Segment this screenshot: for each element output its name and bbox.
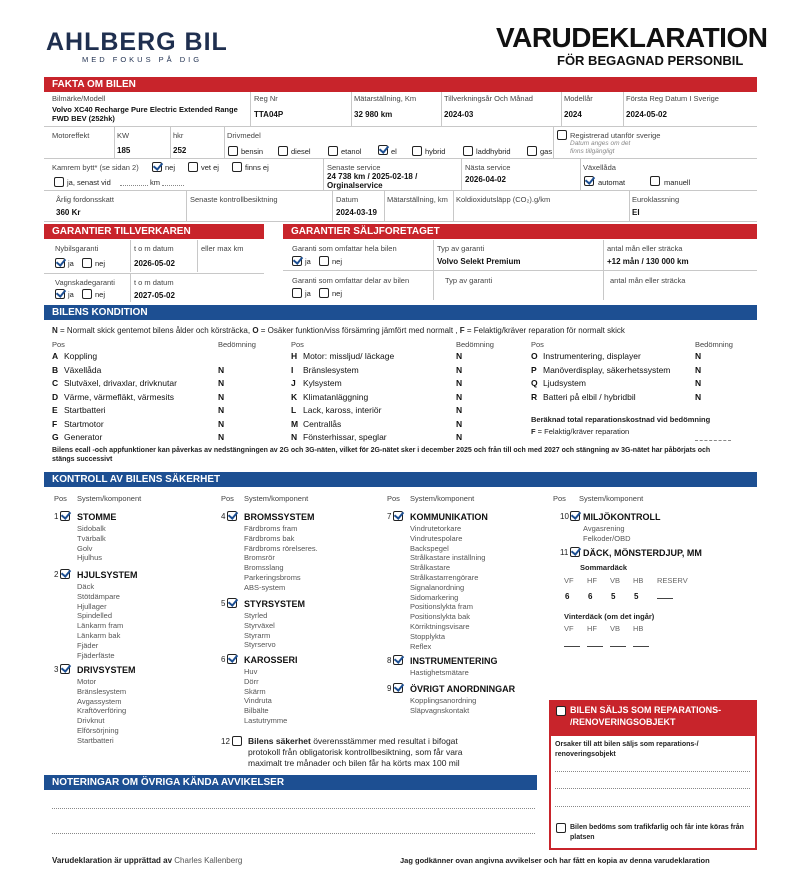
tire-value: 5	[634, 592, 639, 601]
fuel-etanol-checkbox[interactable]	[328, 146, 338, 156]
group-checkbox[interactable]	[570, 547, 580, 557]
inspection-date-label: Datum	[336, 195, 359, 204]
newcar-warranty-label: Nybilsgaranti	[55, 244, 99, 253]
wagon-ja-label: ja	[68, 290, 74, 299]
pos-header: Pos	[52, 340, 65, 349]
tire-blank	[610, 646, 626, 647]
condition-item: Ljudsystem	[543, 378, 586, 388]
condition-item: Startmotor	[64, 418, 104, 429]
newcar-date-value: 2026-05-02	[134, 259, 175, 268]
wagon-tom-label: t o m datum	[134, 278, 174, 287]
footer-agree: Jag godkänner ovan angivna avvikelser och har fått en kopia av denna varudeklaration	[400, 856, 710, 865]
group-number: 2	[54, 570, 59, 579]
part-ja-checkbox[interactable]	[292, 288, 302, 298]
condition-item: Värme, värmefläkt, värmesits	[64, 391, 175, 402]
condition-pos: F	[52, 418, 58, 429]
whole-warranty-label: Garanti som omfattar hela bilen	[292, 244, 397, 253]
system-header: System/komponent	[410, 494, 475, 503]
condition-item: Kylsystem	[303, 378, 342, 388]
modelyear-label: Modellår	[564, 94, 593, 103]
wagon-date-value: 2027-05-02	[134, 291, 175, 300]
group-checkbox[interactable]	[393, 683, 403, 693]
tire-header: HF	[587, 576, 597, 585]
condition-rating: N	[456, 418, 463, 429]
condition-item: Motor: missljud/ läckage	[303, 351, 395, 361]
tire-blank	[587, 646, 603, 647]
condition-pos: Q	[531, 378, 538, 388]
condition-pos: N	[291, 432, 298, 442]
condition-pos: H	[291, 351, 298, 361]
group-name: STYRSYSTEM	[244, 599, 306, 609]
fuel-el-label: el	[391, 147, 397, 156]
group-number: 9	[387, 684, 392, 693]
condition-rating: N	[456, 378, 463, 388]
group-items: Motor Bränslesystem Avgassystem Kraftöverföring Drivknut Elförsörjning Startbatteri	[77, 677, 127, 745]
brand-tagline: MED FOKUS PÅ DIG	[82, 55, 203, 64]
system-header: System/komponent	[244, 494, 309, 503]
euro-label: Euroklassning	[632, 195, 680, 204]
safety-checkbox[interactable]	[232, 736, 242, 746]
condition-item: Fönsterhissar, speglar	[303, 432, 387, 442]
kamrem-finnsej-label: finns ej	[245, 163, 269, 172]
group-items: Huv Dörr Skärm Vindruta Bilbälte Lastutrymme	[244, 667, 288, 725]
nextservice-label: Nästa service	[465, 163, 511, 172]
pos-header: Pos	[291, 340, 304, 349]
condition-rating: N	[218, 418, 225, 429]
group-number: 4	[221, 512, 226, 521]
tire-header: VB	[610, 576, 621, 585]
condition-rating: N	[456, 432, 463, 442]
condition-item: Bränslesystem	[303, 364, 359, 375]
model-label: Bilmärke/Modell	[52, 94, 106, 103]
hk-value: 252	[173, 146, 187, 155]
condition-pos: P	[531, 364, 537, 375]
condition-rating: N	[218, 432, 225, 442]
fuel-label: Drivmedel	[227, 131, 261, 140]
model-value-2: FWD BEV (252hk)	[52, 114, 115, 123]
group-items: Färdbroms fram Färdbroms bak Färdbroms rörelseres. Bromsrör Bromsslang Parkeringsbroms ABS-system	[244, 524, 318, 592]
unsafe-label: Bilen bedöms som trafikfarlig och får inte köras från	[570, 824, 744, 831]
foreign-reg-label: Registrerad utanför sverige	[570, 131, 661, 140]
group-checkbox[interactable]	[227, 511, 237, 521]
condition-item: Slutväxel, drivaxlar, drivknutar	[64, 378, 177, 388]
group-items: Avgasrening Felkoder/OBD	[583, 524, 631, 543]
condition-pos: L	[291, 405, 297, 415]
group-name: HJULSYSTEM	[77, 570, 138, 580]
fuel-diesel-label: diesel	[291, 147, 311, 156]
odometer-label: Mätarställning, Km	[354, 94, 417, 103]
tire-blank	[564, 646, 580, 647]
fuel-el-checkbox[interactable]	[378, 145, 388, 155]
tax-label: Årlig fordonsskatt	[56, 195, 114, 204]
footer-by: Varudeklaration är upprättad av Charles Kallenberg	[52, 856, 243, 865]
newcar-nej-label: nej	[95, 259, 106, 268]
regnr-value: TTA04P	[254, 110, 284, 119]
manufactured-label: Tillverkningsår Och Månad	[444, 94, 533, 103]
lastservice-value: 24 738 km / 2025-02-18 /	[327, 172, 418, 181]
lastservice-value-2: Orginalservice	[327, 181, 383, 190]
tire-header: HB	[633, 624, 644, 633]
newcar-ja-label: ja	[68, 259, 74, 268]
group-number: 11	[560, 548, 569, 557]
group-checkbox[interactable]	[393, 511, 403, 521]
tire-blank	[633, 646, 649, 647]
condition-rating: N	[695, 351, 702, 361]
repair-object-title-2: /RENOVERINGSOBJEKT	[570, 717, 676, 727]
fuel-bensin-label: bensin	[241, 147, 264, 156]
warranty-type2-label: Typ av garanti	[445, 276, 493, 285]
wagon-warranty-label: Vagnskadegaranti	[55, 278, 115, 287]
warranty-type-label: Typ av garanti	[437, 244, 485, 253]
group-name: DÄCK, MÖNSTERDJUP, MM	[583, 548, 702, 558]
whole-ja-checkbox[interactable]	[292, 256, 302, 266]
kamrem-vetej-checkbox[interactable]	[188, 162, 198, 172]
fuel-diesel-checkbox[interactable]	[278, 146, 288, 156]
pos-header: Pos	[553, 494, 566, 503]
safety-text-3: maximalt tre månader och bilen får ha körts max 100 mil	[248, 758, 460, 768]
whole-nej-label: nej	[332, 257, 343, 266]
condition-pos: C	[52, 378, 59, 388]
tire-header: HF	[587, 624, 597, 633]
group-name: KAROSSERI	[244, 655, 298, 665]
tire-header: VB	[610, 624, 621, 633]
condition-rating: N	[456, 364, 463, 375]
foreign-reg-checkbox[interactable]	[557, 130, 567, 140]
group-items: Däck Stötdämpare Hjullager Spindelled Länkarm fram Länkarm bak Fjäder Fjäderfäste	[77, 582, 124, 660]
group-number: 3	[54, 665, 59, 674]
safety-text: Bilens säkerhet överensstämmer med resultat i bifogat	[248, 736, 458, 746]
gearbox-label: Växellåda	[583, 163, 616, 172]
brand-logo: AHLBERG BIL	[46, 28, 228, 56]
fuel-bensin-checkbox[interactable]	[228, 146, 238, 156]
section-sakerhet: KONTROLL AV BILENS SÄKERHET	[44, 472, 757, 487]
kw-value: 185	[117, 146, 131, 155]
kamrem-ja-checkbox[interactable]	[54, 177, 64, 187]
condition-pos: D	[52, 391, 59, 402]
condition-item: Växellåda	[64, 364, 102, 375]
group-checkbox[interactable]	[227, 654, 237, 664]
firstreg-label: Första Reg Datum I Sverige	[626, 94, 719, 103]
condition-item: Manöverdisplay, säkerhetssystem	[543, 364, 671, 375]
wagon-nej-checkbox[interactable]	[82, 289, 92, 299]
condition-pos: K	[291, 391, 298, 402]
group-name: DRIVSYSTEM	[77, 665, 136, 675]
fuel-gas-checkbox[interactable]	[527, 146, 537, 156]
unsafe-checkbox[interactable]	[556, 823, 566, 833]
whole-ja-label: ja	[305, 257, 311, 266]
condition-rating: N	[218, 405, 225, 415]
part-nej-checkbox[interactable]	[319, 288, 329, 298]
fuel-hybrid-label: hybrid	[425, 147, 446, 156]
group-items: Kopplingsanordning Släpvagnskontakt	[410, 696, 477, 715]
repair-cost-label: Beräknad total reparationskostnad vid bedömning	[531, 415, 711, 424]
condition-item: Generator	[64, 432, 103, 442]
pos-header: Pos	[387, 494, 400, 503]
safety-text-2: protokoll från obligatorisk kontrollbesiktning, som får vara	[248, 747, 463, 757]
wagon-nej-label: nej	[95, 290, 106, 299]
condition-pos: A	[52, 351, 59, 361]
group-name: KOMMUNIKATION	[410, 512, 488, 522]
condition-pos: O	[531, 351, 538, 361]
part-warranty-label: Garanti som omfattar delar av bilen	[292, 276, 410, 285]
model-value: Volvo XC40 Recharge Pure Electric Extended Range	[52, 105, 238, 114]
group-items: Styrled Styrväxel Styrarm Styrservo	[244, 611, 276, 650]
f-legend: F = Felaktig/kräver reparation	[531, 427, 630, 436]
group-number: 10	[560, 512, 569, 521]
condition-pos: G	[52, 432, 59, 442]
kamrem-nej-label: nej	[165, 163, 176, 172]
condition-rating: N	[218, 391, 225, 402]
group-number: 8	[387, 656, 392, 665]
rating-header: Bedömning	[218, 340, 256, 349]
euro-value: EI	[632, 208, 640, 217]
inspection-label: Senaste kontrollbesiktning	[190, 195, 278, 204]
whole-nej-checkbox[interactable]	[319, 256, 329, 266]
pos-header: Pos	[54, 494, 67, 503]
group-checkbox[interactable]	[227, 598, 237, 608]
kw-label: KW	[117, 131, 130, 140]
lastservice-label: Senaste service	[327, 163, 381, 172]
hk-label: hkr	[173, 131, 184, 140]
group-name: STOMME	[77, 512, 117, 522]
foreign-note-2: finns tillgängligt	[570, 148, 615, 155]
condition-rating: N	[456, 405, 463, 415]
tire-value: 6	[565, 592, 570, 601]
rating-header: Bedömning	[695, 340, 733, 349]
condition-rating: N	[695, 378, 702, 388]
section-tillverkare: GARANTIER TILLVERKAREN	[44, 224, 264, 239]
kamrem-when-label: ja, senast vid	[67, 178, 111, 187]
summer-tires-label: Sommardäck	[580, 563, 628, 572]
condition-item: Koppling	[64, 351, 98, 361]
nextservice-value: 2026-04-02	[465, 175, 506, 184]
condition-rating: N	[456, 391, 463, 402]
condition-rating: N	[218, 378, 225, 388]
repair-reason-label-2: renoveringsobjekt	[555, 751, 616, 758]
condition-pos: I	[291, 364, 294, 375]
group-name: MILJÖKONTROLL	[583, 512, 661, 522]
repair-object-checkbox[interactable]	[556, 706, 566, 716]
tire-blank	[657, 598, 673, 599]
repair-reason-label: Orsaker till att bilen säljs som reparations-/	[555, 741, 699, 748]
condition-pos: J	[291, 378, 296, 388]
group-number: 1	[54, 512, 59, 521]
page-subtitle: FÖR BEGAGNAD PERSONBIL	[557, 53, 744, 68]
gear-manuell-label: manuell	[664, 178, 691, 187]
condition-rating: N	[218, 364, 225, 375]
odometer2-label: Mätarställning, km	[387, 195, 448, 204]
regnr-label: Reg Nr	[254, 94, 278, 103]
fuel-laddhybrid-checkbox[interactable]	[463, 146, 473, 156]
group-items: Hastighetsmätare	[410, 668, 469, 677]
tire-value: 6	[588, 592, 593, 601]
condition-item: Lack, kaross, interiör	[303, 405, 382, 415]
condition-legend: N = Normalt skick gentemot bilens ålder och körsträcka, O = Osäker funktion/viss försämring jämfört med normalt , F = Felaktig/kräver reparation för normalt skick	[52, 326, 625, 335]
section-fakta: FAKTA OM BILEN	[44, 77, 757, 92]
newcar-nej-checkbox[interactable]	[82, 258, 92, 268]
co2-label: Koldioxidutsläpp (CO₂).g/km	[456, 195, 551, 204]
ecall-note: Bilens ecall -och appfunktioner kan påverkas av nedstängningen av 2G och 3G-näten, vilket för 2G-nätet sker i december 2025 och från till och med 2027 och stängning av 3G-nätet har påbörjats och	[52, 447, 711, 454]
repair-object-title: BILEN SÄLJS SOM REPARATIONS-	[570, 705, 722, 715]
condition-item: Klimatanläggning	[303, 391, 369, 402]
gear-manuell-checkbox[interactable]	[650, 176, 660, 186]
pos-header: Pos	[221, 494, 234, 503]
newcar-maxkm-label: eller max km	[201, 244, 244, 253]
kamrem-km-label: km	[150, 178, 160, 187]
unsafe-label-2: platsen	[570, 834, 595, 841]
fuel-hybrid-checkbox[interactable]	[412, 146, 422, 156]
part-ja-label: ja	[305, 289, 311, 298]
condition-rating: N	[456, 351, 463, 361]
warranty-months-label: antal mån eller sträcka	[607, 244, 683, 253]
tire-header: VF	[564, 576, 574, 585]
safety-num: 12	[221, 737, 230, 746]
warranty-type-value: Volvo Selekt Premium	[437, 257, 521, 266]
section-kondition: BILENS KONDITION	[44, 305, 757, 320]
tire-header: VF	[564, 624, 574, 633]
winter-tires-label: Vinterdäck (om det ingår)	[564, 612, 655, 621]
rating-header: Bedömning	[456, 340, 494, 349]
ecall-note-2: stängs successivt	[52, 456, 113, 463]
page-title: VARUDEKLARATION	[496, 22, 768, 53]
condition-item: Startbatteri	[64, 405, 106, 415]
kamrem-vetej-label: vet ej	[201, 163, 219, 172]
wagon-ja-checkbox[interactable]	[55, 289, 65, 299]
group-name: ÖVRIGT ANORDNINGAR	[410, 684, 516, 694]
group-number: 7	[387, 512, 392, 521]
condition-item: Instrumentering, displayer	[543, 351, 641, 361]
group-items: Vindrutetorkare Vindrutespolare Backspegel Strålkastare inställning Strålkastare Strålkastarrengörare Signalanordning Sidomarkering Positionslykta fram Positionslykta bak Körriktningsvisare Stopplykta Reflex	[410, 524, 486, 651]
condition-pos: M	[291, 418, 299, 429]
power-label: Motoreffekt	[52, 131, 90, 140]
gear-automat-label: automat	[598, 178, 626, 187]
group-checkbox[interactable]	[60, 569, 70, 579]
fuel-gas-label: gas	[540, 147, 553, 156]
group-checkbox[interactable]	[60, 511, 70, 521]
kamrem-label: Kamrem bytt* (se sidan 2)	[52, 163, 139, 172]
newcar-tom-label: t o m datum	[134, 244, 174, 253]
condition-pos: B	[52, 364, 59, 375]
tire-value: 5	[611, 592, 616, 601]
fuel-etanol-label: etanol	[341, 147, 362, 156]
warranty-months-value: +12 mån / 130 000 km	[607, 257, 689, 266]
tire-header: RESERV	[657, 576, 688, 585]
system-header: System/komponent	[77, 494, 142, 503]
odometer-value: 32 980 km	[354, 110, 393, 119]
firstreg-value: 2024-05-02	[626, 110, 667, 119]
foreign-note: Datum anges om det	[570, 140, 631, 147]
kamrem-nej-checkbox[interactable]	[152, 162, 162, 172]
group-name: BROMSSYSTEM	[244, 512, 315, 522]
inspection-date-value: 2024-03-19	[336, 208, 377, 217]
condition-item: Batteri på elbil / hybridbil	[543, 391, 636, 402]
section-noteringar: NOTERINGAR OM ÖVRIGA KÄNDA AVVIKELSER	[44, 775, 537, 790]
tax-value: 360 Kr	[56, 208, 81, 217]
group-number: 5	[221, 599, 226, 608]
manufactured-value: 2024-03	[444, 110, 474, 119]
newcar-ja-checkbox[interactable]	[55, 258, 65, 268]
condition-rating: N	[695, 364, 702, 375]
section-saljforetag: GARANTIER SÄLJFORETAGET	[283, 224, 757, 239]
group-checkbox[interactable]	[570, 511, 580, 521]
modelyear-value: 2024	[564, 110, 582, 119]
condition-pos: E	[52, 405, 58, 415]
group-items: Sidobalk Tvärbalk Golv Hjulhus	[77, 524, 106, 563]
gear-automat-checkbox[interactable]	[584, 176, 594, 186]
group-checkbox[interactable]	[60, 664, 70, 674]
pos-header: Pos	[531, 340, 544, 349]
condition-pos: R	[531, 391, 538, 402]
condition-item: Centrallås	[303, 418, 342, 429]
kamrem-finnsej-checkbox[interactable]	[232, 162, 242, 172]
system-header: System/komponent	[579, 494, 644, 503]
fuel-laddhybrid-label: laddhybrid	[476, 147, 511, 156]
group-name: INSTRUMENTERING	[410, 656, 498, 666]
group-checkbox[interactable]	[393, 655, 403, 665]
tire-header: HB	[633, 576, 644, 585]
part-nej-label: nej	[332, 289, 343, 298]
warranty-months2-label: antal mån eller sträcka	[610, 276, 686, 285]
group-number: 6	[221, 655, 226, 664]
condition-rating: N	[695, 391, 702, 402]
